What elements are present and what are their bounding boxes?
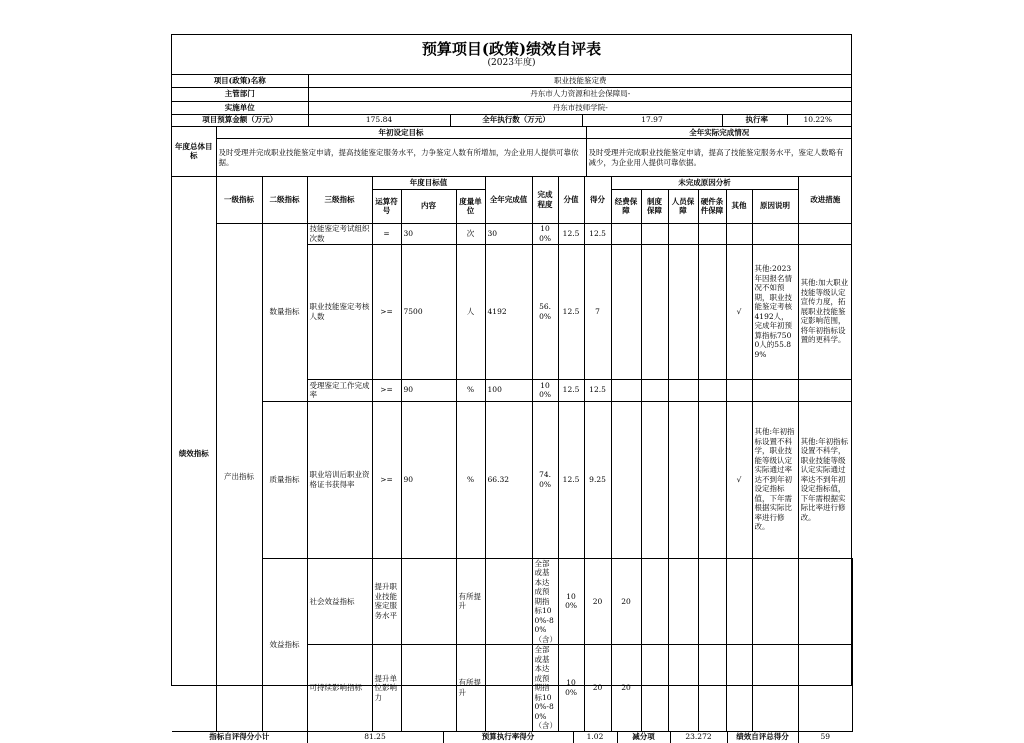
unit-cell: 次 (456, 223, 485, 244)
budget-row (172, 114, 852, 126)
degree-cell: 74.0% (532, 401, 558, 558)
degree-cell: 100% (558, 558, 584, 645)
total-label: 绩效自评总得分 (727, 732, 798, 743)
reason-staff-cell (698, 558, 726, 645)
op-cell: >= (372, 379, 401, 401)
reason-hardware-cell (726, 645, 752, 732)
unit-value: 丹东市技师学院- (308, 101, 852, 114)
improve-header: 改进措施 (798, 177, 852, 223)
dept-value: 丹东市人力资源和社会保障局- (308, 87, 852, 101)
goal-header-row (172, 127, 852, 139)
title-block (172, 35, 851, 75)
level3-header: 三级指标 (307, 177, 372, 223)
actual-cell: 全部或基本达成预期指标100%-80%（含） (532, 558, 558, 645)
subtotal-value: 81.25 (307, 732, 443, 743)
annual-target-header: 年度目标值 (372, 177, 485, 189)
content-cell: 30 (401, 223, 456, 244)
actual-cell: 4192 (485, 244, 532, 379)
table-row (172, 401, 852, 558)
goals-table (172, 127, 852, 178)
level2-social: 社会效益指标 (307, 558, 372, 645)
indicator-name: 职业培训后职业资格证书获得率 (307, 401, 372, 558)
reason-analysis-header: 未完成原因分析 (611, 177, 798, 189)
op-cell: >= (372, 244, 401, 379)
content-header: 内容 (401, 189, 456, 223)
op-cell: = (372, 223, 401, 244)
reason-hardware-cell (698, 401, 726, 558)
reason-desc-cell (798, 558, 852, 645)
indicator-table (172, 177, 852, 732)
rate-label: 执行率 (745, 115, 769, 125)
goal-initial-text: 及时受理并完成职业技能鉴定申请，提高技能鉴定服务水平，力争鉴定人数有所增加，为企业用人提供可靠依据。 (216, 139, 586, 177)
level2-header: 二级指标 (262, 177, 307, 223)
unit-cell: 人 (456, 244, 485, 379)
degree-cell: 100% (532, 379, 558, 401)
score-cell: 12.5 (584, 379, 611, 401)
reason-desc-header: 原因说明 (752, 189, 798, 223)
reason-other-cell: √ (726, 401, 752, 558)
goal-actual-text: 及时受理并完成职业技能鉴定申请，提高了技能鉴定服务水平，鉴定人数略有减少，为企业用人提供可靠依据。 (586, 139, 852, 177)
score-cell: 20 (611, 558, 641, 645)
reason-desc-cell: 其他:年初指标设置不科学，职业技能等级认定实际通过率达不到年初设定指标值，下年需根据实际比率进行修改。 (752, 401, 798, 558)
reason-desc-cell: 其他:2023年因报名情况不如预期，职业技能鉴定考核4192人，完成年初预算指标7500人的55.89% (752, 244, 798, 379)
actual-header: 全年完成值 (485, 177, 532, 223)
project-name-value: 职业技能鉴定费 (308, 75, 852, 87)
reason-system-cell (668, 645, 698, 732)
goal-initial-header: 年初设定目标 (216, 127, 586, 139)
weight-cell: 12.5 (558, 223, 584, 244)
weight-cell: 12.5 (558, 244, 584, 379)
actual-cell: 30 (485, 223, 532, 244)
op-cell (401, 558, 456, 645)
op-cell (401, 645, 456, 732)
project-name-row (172, 75, 852, 87)
content-cell: 有所提升 (456, 558, 485, 645)
actual-cell: 66.32 (485, 401, 532, 558)
reason-staff-cell (668, 401, 698, 558)
reason-funding-cell (611, 379, 641, 401)
score-cell: 9.25 (584, 401, 611, 558)
subtotal-label: 指标自评得分小计 (172, 732, 307, 743)
weight-cell: 20 (584, 558, 611, 645)
dept-row (172, 87, 852, 101)
reason-funding-cell (641, 645, 668, 732)
budget-label: 项目预算金额（万元） (172, 114, 308, 126)
reason-staff-header: 人员保障 (668, 189, 698, 223)
reason-other-cell: √ (726, 244, 752, 379)
score-header: 得分 (584, 177, 611, 223)
reason-hardware-cell (698, 244, 726, 379)
unit-header: 度量单位 (456, 189, 485, 223)
goal-text-row (172, 139, 852, 177)
deduct-label: 减分项 (617, 732, 670, 743)
reason-funding-cell (611, 223, 641, 244)
budget-value: 175.84 (308, 114, 450, 126)
footer-row (172, 732, 852, 743)
footer-table (172, 732, 852, 743)
reason-funding-cell (611, 244, 641, 379)
level1-header: 一级指标 (216, 177, 262, 223)
reason-other-cell (726, 223, 752, 244)
exec-label: 全年执行数（万元） (450, 114, 582, 126)
reason-hardware-cell (698, 379, 726, 401)
level2-sustain: 可持续影响指标 (307, 645, 372, 732)
degree-header: 完成程度 (532, 177, 558, 223)
op-cell: >= (372, 401, 401, 558)
degree-cell: 56.0% (532, 244, 558, 379)
indicator-name: 提升单位影响力 (372, 645, 401, 732)
header-row-1 (172, 177, 852, 189)
level2-quality: 质量指标 (262, 401, 307, 558)
actual-cell: 全部或基本达成预期指标100%-80%（含） (532, 645, 558, 732)
indicator-name: 提升职业技能鉴定服务水平 (372, 558, 401, 645)
reason-system-cell (641, 244, 668, 379)
perf-label: 绩效指标 (172, 177, 216, 731)
unit-cell (485, 645, 532, 732)
dept-label: 主管部门 (172, 87, 308, 101)
reason-staff-cell (668, 379, 698, 401)
budget-rate-label: 预算执行率得分 (443, 732, 573, 743)
score-cell: 7 (584, 244, 611, 379)
reason-other-cell (752, 558, 798, 645)
op-header: 运算符号 (372, 189, 401, 223)
content-cell: 90 (401, 401, 456, 558)
total-value: 59 (798, 732, 852, 743)
table-row (172, 223, 852, 244)
content-cell: 有所提升 (456, 645, 485, 732)
project-info-table (172, 75, 852, 127)
weight-header: 分值 (558, 177, 584, 223)
reason-other-cell (726, 379, 752, 401)
reason-hardware-cell (726, 558, 752, 645)
reason-funding-cell (611, 401, 641, 558)
reason-system-header: 制度保障 (641, 189, 668, 223)
budget-rate-value: 1.02 (573, 732, 617, 743)
score-cell: 12.5 (584, 223, 611, 244)
level2-quantity: 数量指标 (262, 223, 307, 401)
reason-other-header: 其他 (726, 189, 752, 223)
unit-cell: % (456, 379, 485, 401)
project-name-label: 项目(政策)名称 (172, 75, 308, 87)
weight-cell: 12.5 (558, 401, 584, 558)
unit-cell (485, 558, 532, 645)
exec-value: 17.97 (582, 114, 722, 126)
improve-cell: 其他:年初指标设置不科学，职业技能等级认定实际通过率达不到年初设定指标值，下年需根据实际比率进行修改。 (798, 401, 852, 558)
reason-system-cell (641, 401, 668, 558)
reason-staff-cell (668, 244, 698, 379)
level1-output: 产出指标 (216, 223, 262, 731)
reason-staff-cell (668, 223, 698, 244)
unit-cell: % (456, 401, 485, 558)
rate-cell (722, 114, 852, 126)
improve-cell (798, 379, 852, 401)
indicator-name: 受理鉴定工作完成率 (307, 379, 372, 401)
reason-desc-cell (798, 645, 852, 732)
actual-cell: 100 (485, 379, 532, 401)
document-year: (2023年度) (487, 58, 536, 68)
reason-hardware-cell (698, 223, 726, 244)
weight-cell: 12.5 (558, 379, 584, 401)
degree-cell: 100% (558, 645, 584, 732)
reason-funding-header: 经费保障 (611, 189, 641, 223)
indicator-name: 技能鉴定考试组织次数 (307, 223, 372, 244)
rate-value: 10.22% (787, 115, 848, 125)
improve-cell: 其他:加大职业技能等级认定宣传力度，拓展职业技能鉴定影响范围，将年初指标设置的更科学。 (798, 244, 852, 379)
evaluation-sheet (171, 34, 852, 742)
document-title: 预算项目(政策)绩效自评表 (421, 40, 602, 58)
reason-staff-cell (698, 645, 726, 732)
weight-cell: 20 (584, 645, 611, 732)
improve-cell (798, 223, 852, 244)
reason-system-cell (668, 558, 698, 645)
reason-hardware-header: 硬件条件保障 (698, 189, 726, 223)
table-row (172, 558, 852, 645)
unit-row (172, 101, 852, 114)
deduct-value: 23.272 (670, 732, 727, 743)
reason-funding-cell (641, 558, 668, 645)
degree-cell: 100% (532, 223, 558, 244)
content-cell: 90 (401, 379, 456, 401)
goal-row-label: 年度总体目标 (172, 127, 216, 177)
score-cell: 20 (611, 645, 641, 732)
content-cell: 7500 (401, 244, 456, 379)
level1-benefit: 效益指标 (262, 558, 307, 731)
goal-actual-header: 全年实际完成情况 (586, 127, 852, 139)
reason-desc-cell (752, 379, 798, 401)
reason-system-cell (641, 223, 668, 244)
indicator-name: 职业技能鉴定考核人数 (307, 244, 372, 379)
reason-desc-cell (752, 223, 798, 244)
unit-label: 实施单位 (172, 101, 308, 114)
reason-other-cell (752, 645, 798, 732)
reason-system-cell (641, 379, 668, 401)
